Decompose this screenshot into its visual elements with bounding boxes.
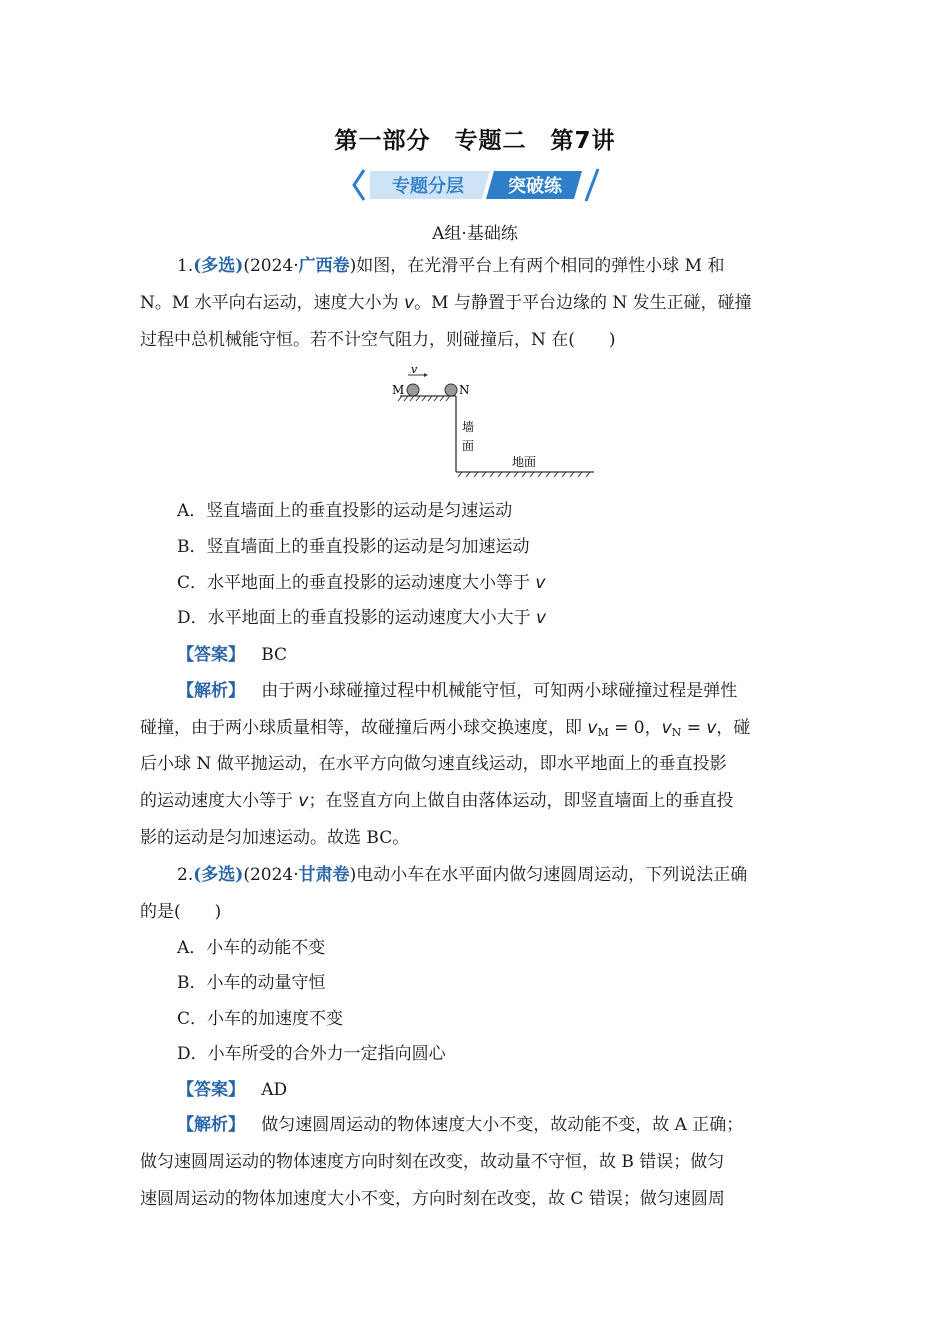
q1-analysis-line-2: 碰撞，由于两小球质量相等，故碰撞后两小球交换速度，即 $v_M = 0$，$v_N = v$，碰 [140,718,751,739]
q2-source: 甘肃卷 [298,865,350,885]
q2-tag: (多选) [193,865,244,885]
banner-left-bracket-icon [354,170,364,200]
q2-answer [177,1078,287,1102]
q1-analysis-line-3: 后小球 N 做平抛运动，在水平方向做匀速直线运动，即水平地面上的垂直投影 [140,754,727,774]
q2-answer-value: AD [261,1080,288,1100]
fig-label-v: v [411,365,418,376]
q2-analysis-tag: 【解析】 [177,1115,245,1135]
banner-left-text: 专题分层 [392,176,464,197]
q1-stem-line-2 [140,291,816,315]
q1-stem-line-1 [177,254,816,278]
q2-analysis-line-3: 速圆周运动的物体加速度大小不变，方向时刻在改变，故 C 错误；做匀速圆周 [140,1189,725,1209]
q1-option-b: B．竖直墙面上的垂直投影的运动是匀加速运动 [177,537,530,557]
q1-option-c: C．水平地面上的垂直投影的运动速度大小等于 v [177,573,546,593]
q1-tag: (多选) [193,256,244,276]
q1-analysis-tag: 【解析】 [177,681,245,701]
q1-answer-value: BC [261,645,288,665]
ball-m-icon [407,384,419,396]
q2-stem-line-1: 2.(多选)(2024·甘肃卷)电动小车在水平面内做匀速圆周运动，下列说法正确 [177,865,748,885]
q1-answer [177,643,287,667]
ball-n-icon [445,384,457,396]
q2-option-a: A．小车的动能不变 [177,938,326,958]
q2-analysis-line-2: 做匀速圆周运动的物体速度方向时刻在改变，故动量不守恒，故 B 错误；做匀 [140,1152,725,1172]
q1-option-d: D．水平地面上的垂直投影的运动速度大小大于 v [177,608,547,628]
q1-source-prefix: (2024· [243,256,299,276]
q2-option-b: B．小车的动量守恒 [177,973,326,993]
q1-stem-v: v [404,293,415,313]
q1-source-suffix: ) [349,256,357,276]
q1-stem-line-3: 过程中总机械能守恒。若不计空气阻力，则碰撞后，N 在( ) [140,330,616,350]
section-banner [350,166,602,204]
banner-right-slash-icon [586,169,598,201]
q1-analysis-line-4: 的运动速度大小等于 v；在竖直方向上做自由落体运动，即竖直墙面上的垂直投 [140,791,734,811]
page-title: 第一部分 专题二 第7讲 [334,128,616,154]
q2-option-c: C．小车的加速度不变 [177,1009,344,1029]
fig-label-n: N [459,383,470,397]
q1-source: 广西卷 [298,256,350,276]
fig-label-wall-2: 面 [462,439,475,453]
q1-stem-text-1: 如图，在光滑平台上有两个相同的弹性小球 M 和 [356,256,725,276]
banner-right-text: 突破练 [508,176,562,197]
q2-option-d: D．小车所受的合外力一定指向圆心 [177,1044,446,1064]
q1-analysis-line-5: 影的运动是匀加速运动。故选 BC。 [140,828,410,848]
fig-label-wall-1: 墙 [462,420,475,434]
q1-option-a: A．竖直墙面上的垂直投影的运动是匀速运动 [177,501,513,521]
q1-stem-text-2a: N。M 水平向右运动，速度大小为 [140,293,405,313]
q2-answer-tag: 【答案】 [177,1080,245,1100]
q1-number: 1. [177,256,194,276]
fig-label-ground: 地面 [512,455,537,469]
q1-figure [388,365,598,480]
q2-stem-line-2: 的是( ) [140,902,222,922]
q2-number: 2. [177,865,194,885]
q1-stem-text-2b: 。M 与静置于平台边缘的 N 发生正碰，碰撞 [414,293,752,313]
fig-label-m: M [392,383,405,397]
q1-analysis-line-1: 【解析】 由于两小球碰撞过程中机械能守恒，可知两小球碰撞过程是弹性 [177,681,738,701]
group-label: A组·基础练 [432,224,518,244]
q1-answer-tag: 【答案】 [177,645,245,665]
q2-analysis-line-1: 【解析】 做匀速圆周运动的物体速度大小不变，故动能不变，故 A 正确； [177,1115,744,1135]
